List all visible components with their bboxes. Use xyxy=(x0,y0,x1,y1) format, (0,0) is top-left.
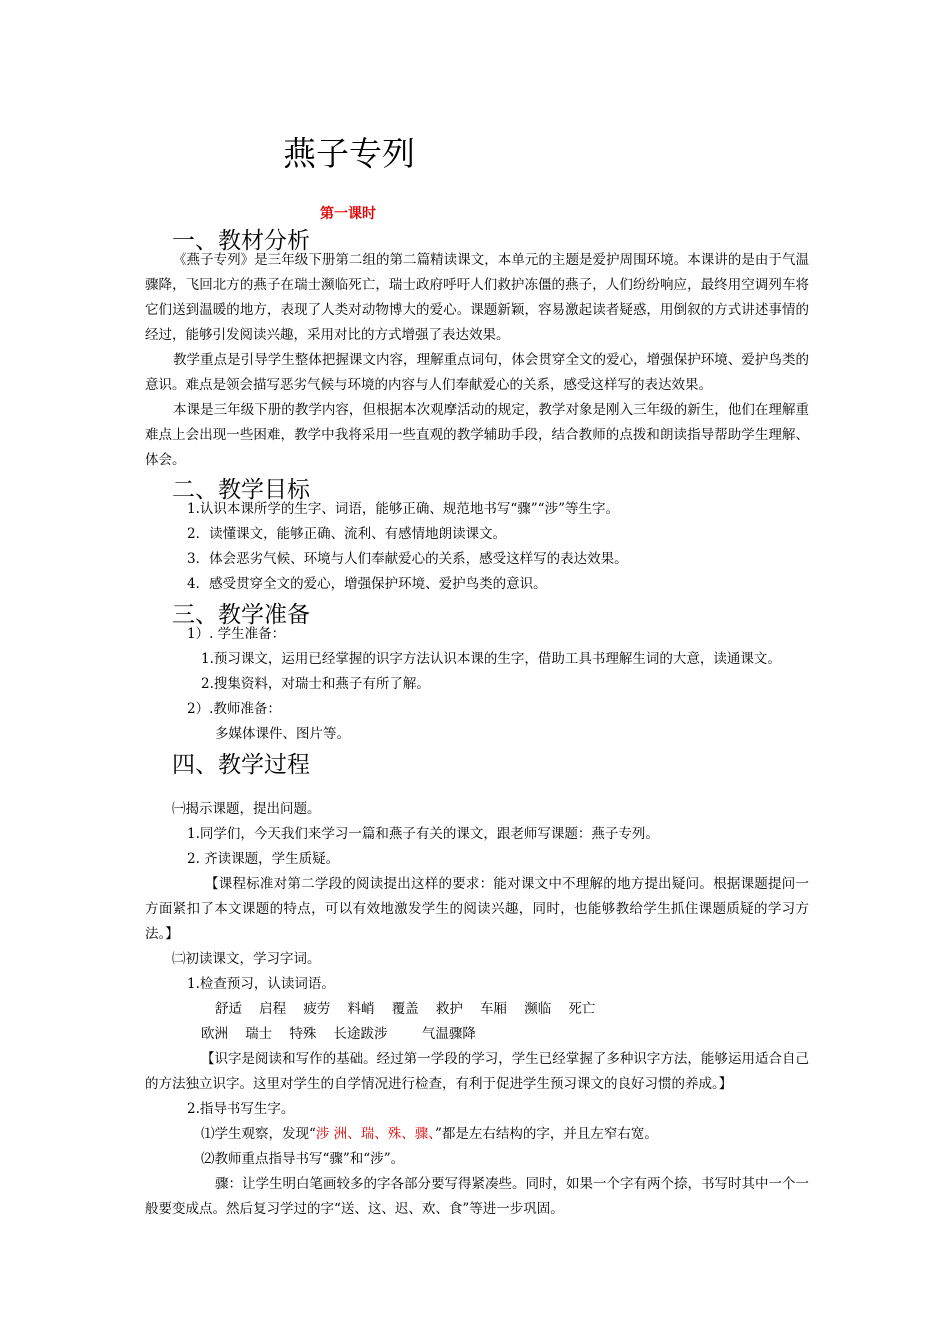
vocab-word: 瑞士 xyxy=(245,1026,273,1042)
vocab-word: 欧洲 xyxy=(201,1026,228,1042)
prep-student-item: 1.预习课文，运用已经掌握的识字方法认识本课的生字，借助工具书理解生词的大意，读通课文。 xyxy=(201,651,781,667)
process-substep: 2.指导书写生字。 xyxy=(187,1101,295,1117)
process-substep: 1.检查预习，认读词语。 xyxy=(187,976,335,992)
teaching-note: 【课程标准对第二学段的阅读提出这样的要求：能对课文中不理解的地方提出疑问。根据课题提问一方面紧扣了本文课题的特点，可以有效地激发学生的阅读兴趣，同时，也能够教给学生抓住课题质疑的学习方法。】 xyxy=(145,876,809,942)
writing-guidance-paragraph: 骤：让学生明白笔画较多的字各部分要写得紧凑些。同时，如果一个字有两个捺，书写时其中一个一般要变成点。然后复习学过的字“送、这、迟、欢、食”等进一步巩固。 xyxy=(145,1176,809,1217)
analysis-paragraph-3: 本课是三年级下册的教学内容，但根据本次观摩活动的规定，教学对象是刚入三年级的新生，他们在理解重难点上会出现一些困难，教学中我将采用一些直观的教学辅助手段，结合教师的点拨和朗读指导帮助学生理解、体会。 xyxy=(145,402,809,468)
prep-student-item: 2.搜集资料，对瑞士和燕子有所了解。 xyxy=(201,676,430,692)
vocab-word: 长途跋涉 xyxy=(333,1026,388,1042)
teaching-note: 【识字是阅读和写作的基础。经过第一学段的学习，学生已经掌握了多种识字方法，能够运用适合自己的方法独立识字。这里对学生的自学情况进行检查，有利于促进学生预习课文的良好习惯的养成。】 xyxy=(145,1051,809,1092)
process-step: ㈡初读课文，学习字词。 xyxy=(172,951,321,967)
vocab-word: 车厢 xyxy=(480,1001,508,1017)
process-substep: 1.同学们，今天我们来学习一篇和燕子有关的课文，跟老师写课题：燕子专列。 xyxy=(187,826,659,842)
goal-item: 4．感受贯穿全文的爱心，增强保护环境、爱护鸟类的意识。 xyxy=(187,576,547,592)
prep-student-heading: 1）. 学生准备： xyxy=(187,626,286,642)
goal-item: 2．读懂课文，能够正确、流利、有感情地朗读课文。 xyxy=(187,526,507,542)
vocab-word: 启程 xyxy=(259,1001,287,1017)
vocab-word: 特殊 xyxy=(289,1026,317,1042)
vocab-word: 舒适 xyxy=(215,1001,242,1017)
vocab-word: 濒临 xyxy=(524,1001,552,1017)
word-list-row-1 xyxy=(215,997,595,1022)
highlighted-characters: 涉 洲、瑞、殊、骤、 xyxy=(315,1126,435,1142)
observation-text: ”都是左右结构的字，并且左窄右宽。 xyxy=(434,1126,658,1142)
vocab-word: 覆盖 xyxy=(391,1001,419,1017)
section-heading-process: 四、教学过程 xyxy=(172,752,310,778)
process-substep: ⑵教师重点指导书写“骤”和“涉”。 xyxy=(201,1151,405,1167)
observation-line xyxy=(201,1122,658,1147)
vocab-word: 救护 xyxy=(435,1001,463,1017)
observation-text: ⑴学生观察，发现“ xyxy=(201,1126,316,1142)
prep-teacher-item: 多媒体课件、图片等。 xyxy=(215,726,350,742)
lesson-label: 第一课时 xyxy=(320,206,376,222)
page-title: 燕子专列 xyxy=(283,134,415,173)
vocab-word: 疲劳 xyxy=(303,1001,331,1017)
analysis-paragraph-1: 《燕子专列》是三年级下册第二组的第二篇精读课文，本单元的主题是爱护周围环境。本课讲的是由于气温骤降，飞回北方的燕子在瑞士濒临死亡，瑞士政府呼吁人们救护冻僵的燕子，人们纷纷响应，最终用空调列车将它们送到温暖的地方，表现了人类对动物博大的爱心。课题新颖，容易激起读者疑惑，用倒叙的方式讲述事情的经过，能够引发阅读兴趣，采用对比的方式增强了表达效果。 xyxy=(145,252,809,343)
section-heading-analysis: 一、教材分析 xyxy=(172,228,310,254)
goal-item: 3．体会恶劣气候、环境与人们奉献爱心的关系，感受这样写的表达效果。 xyxy=(187,551,628,567)
process-step: ㈠揭示课题，提出问题。 xyxy=(172,801,321,817)
section-heading-prep: 三、教学准备 xyxy=(172,602,310,628)
goal-item: 1.认识本课所学的生字、词语，能够正确、规范地书写“骤”“涉”等生字。 xyxy=(187,501,619,517)
process-substep: 2. 齐读课题，学生质疑。 xyxy=(187,851,340,867)
prep-teacher-heading: 2）.教师准备： xyxy=(187,701,281,717)
section-heading-goals: 二、教学目标 xyxy=(172,477,310,503)
analysis-paragraph-2: 教学重点是引导学生整体把握课文内容，理解重点词句，体会贯穿全文的爱心，增强保护环境、爱护鸟类的意识。难点是领会描写恶劣气候与环境的内容与人们奉献爱心的关系，感受这样写的表达效果。 xyxy=(145,352,809,393)
word-list-row-2 xyxy=(201,1022,476,1047)
vocab-word: 死亡 xyxy=(568,1001,596,1017)
vocab-word: 料峭 xyxy=(347,1001,375,1017)
vocab-word: 气温骤降 xyxy=(421,1026,476,1042)
